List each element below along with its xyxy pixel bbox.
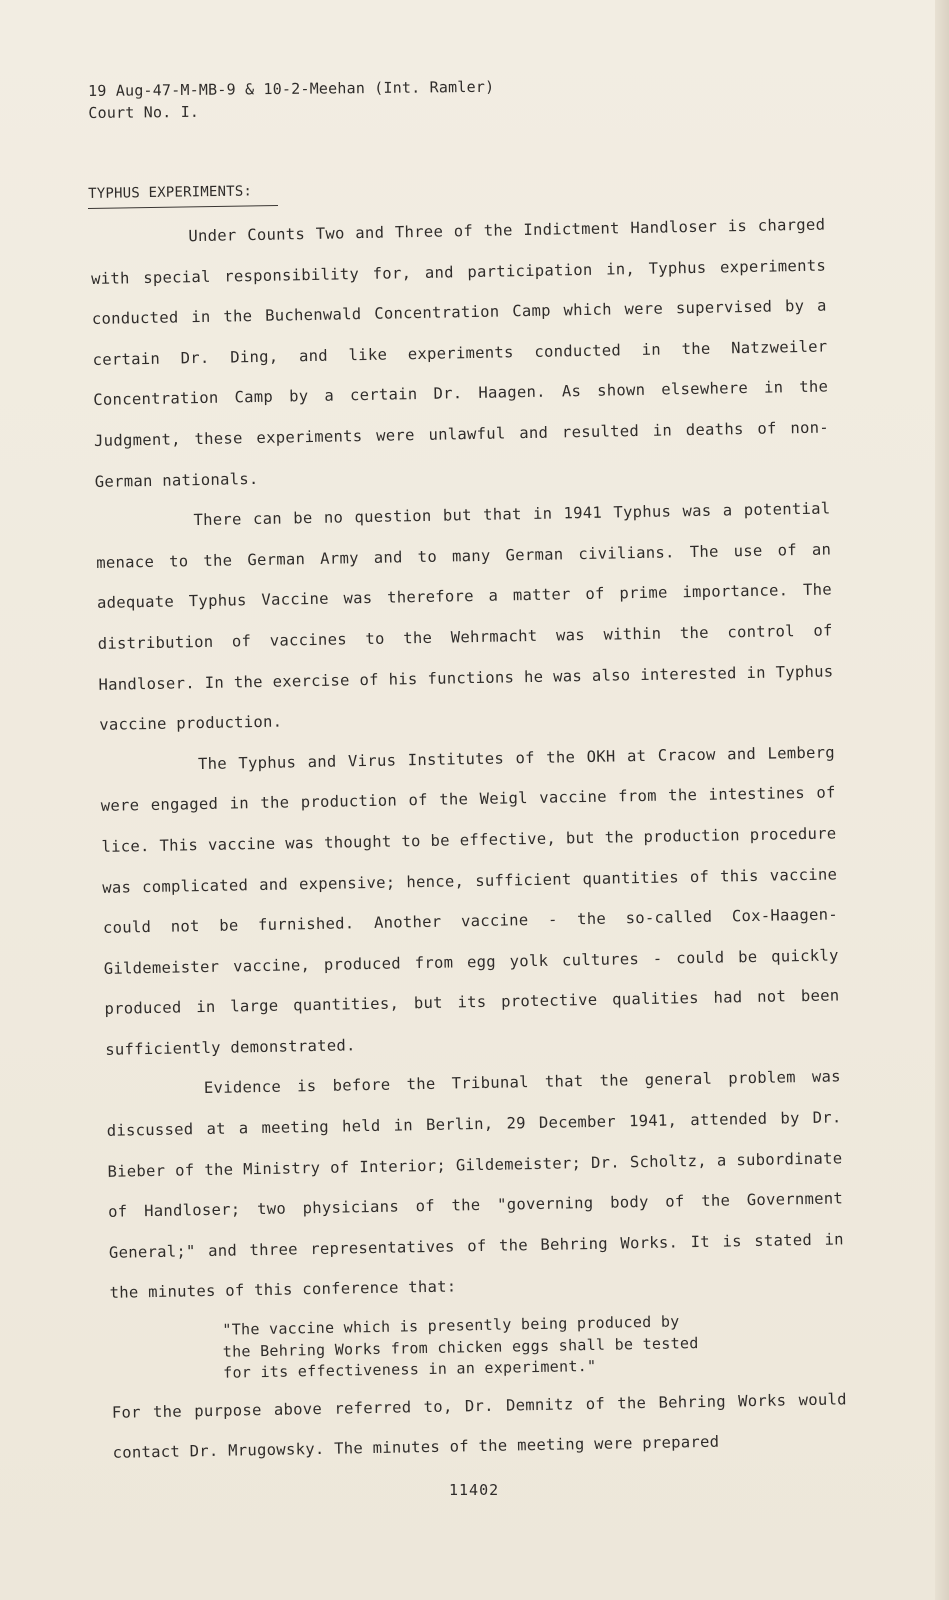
page-edge [935, 0, 949, 1600]
header-court: Court No. I. [88, 102, 200, 122]
block-quote: "The vaccine which is presently being produced by the Behring Works from chicken eggs shall be tested for its effectiveness in an experiment." [222, 1312, 699, 1382]
document-header [88, 76, 495, 124]
paragraph-1: Under Counts Two and Three of the Indictment Handloser is charged with special responsibility for, and participation in, Typhus experiments conducted in the Buchenwald Concentration Camp which were supervised by a certain Dr. Ding, and like experiments conducted in the Natzweiler Concentration Camp by a certain Dr. Haagen. As shown elsewhere in the Judgment, these experiments were unlawful and resulted in deaths of non-German nationals. [90, 215, 830, 491]
header-reference: 19 Aug-47-M-MB-9 & 10-2-Meehan (Int. Ramler) [88, 77, 495, 100]
paragraph-4: Evidence is before the Tribunal that the general problem was discussed at a meeting held in Berlin, 29 December 1941, attended by Dr. Bieber of the Ministry of Interior; Gildemeister; Dr. Scholtz, a subordinate of Handloser; two physicians of the "governing body of the Government General;" and three representatives of the Behring Works. It is stated in the minutes of this conference that: [106, 1067, 845, 1303]
page-number: 11402 [449, 1481, 500, 1499]
paragraph-2: There can be no question but that in 1941 Typhus was a potential menace to the German Army and to many German civilians. The use of an adequate Typhus Vaccine was therefore a matter of prime importance. The distribution of vaccines to the Wehrmacht was within the control of Handloser. In the exercise of his functions he was also interested in Typhus vaccine production. [96, 499, 834, 735]
paragraph-3: The Typhus and Virus Institutes of the OKH at Cracow and Lemberg were engaged in the production of the Weigl vaccine from the intestines of lice. This vaccine was thought to be effective, but the production procedure was complicated and expensive; hence, sufficient quantities of this vaccine could not be furnished. Another vaccine - the so-called Cox-Haagen-Gildemeister vaccine, produced from egg yolk cultures - could be quickly produced in large quantities, but its protective qualities had not been sufficiently demonstrated. [100, 743, 840, 1059]
heading-underline [88, 205, 278, 209]
document-body [90, 205, 848, 1474]
section-heading: TYPHUS EXPERIMENTS: [88, 183, 253, 202]
closing-paragraph: For the purpose above referred to, Dr. Demnitz of the Behring Works would contact Dr. Mrugowsky. The minutes of the meeting were prepared [111, 1389, 847, 1462]
